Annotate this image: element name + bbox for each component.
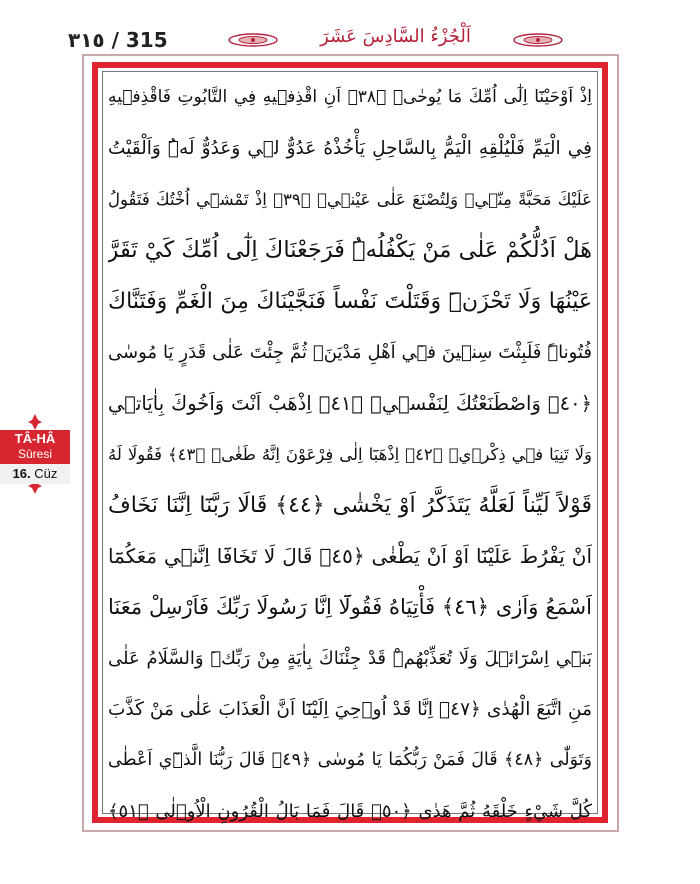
tab-top-ornament-icon — [28, 414, 42, 430]
text-line: مَنِ اتَّبَعَ الْهُدٰى ﴿٤٧﴾ اِنَّا قَدْ اُو۫حِيَ اِلَيْنَٓا اَنَّ الْعَذَابَ عَلٰى مَنْ كَذَّبَ — [108, 699, 592, 720]
text-line: ﴿٤٠﴾ وَاصْطَنَعْتُكَ لِنَفْس۪يۚ ﴿٤١﴾ اِذْهَبْ اَنْتَ وَاَخُوكَ بِاٰيَات۪ي — [108, 392, 592, 415]
text-line: فِي الْيَمِّ فَلْيُلْقِهِ الْيَمُّ بِالسَّاحِلِ يَأْخُذْهُ عَدُوٌّ ل۪ي وَعَدُوٌّ لَهُۜ وَاَلْقَيْتُ — [108, 138, 592, 159]
page-number-arabic: ٣١٥ — [68, 28, 105, 52]
text-line: وَلَا تَنِيَا ف۪ي ذِكْر۪يۚ ﴿٤٢﴾ اِذْهَبَٓا اِلٰى فِرْعَوْنَ اِنَّهُ طَغٰىۚ ﴿٤٣﴾ فَقُولَا لَهُ — [108, 445, 592, 464]
text-line: وَتَوَلّٰى ﴿٤٨﴾ قَالَ فَمَنْ رَبُّكُمَا يَا مُوسٰى ﴿٤٩﴾ قَالَ رَبُّنَا الَّذ۪ٓي اَعْطٰى — [108, 750, 592, 770]
page-number: ٣١٥ / 315 — [68, 28, 168, 52]
sura-label: Sûresi — [17, 447, 52, 461]
text-line: اَنْ يَفْرُطَ عَلَيْنَٓا اَوْ اَنْ يَطْغٰى ﴿٤٥﴾ قَالَ لَا تَخَافَٓا اِنَّن۪ي مَعَكُمَٓا — [108, 544, 592, 568]
juz-title: اَلْجُزْءُ السَّادِسَ عَشَرَ — [320, 26, 471, 47]
quran-text — [108, 72, 592, 837]
text-line: فُتُوناًۜ فَلَبِثْتَ سِن۪ينَ ف۪ٓي اَهْلِ مَدْيَنَۙ ثُمَّ جِئْتَ عَلٰى قَدَرٍ يَا مُوسٰى — [108, 342, 592, 363]
header-ornament-right-icon — [513, 32, 563, 48]
page-number-latin: 315 — [125, 28, 168, 52]
sura-tab — [0, 430, 70, 486]
tab-bottom-ornament-icon — [28, 484, 42, 494]
juz-text: Cüz — [34, 466, 58, 481]
juz-number: 16. — [12, 466, 31, 481]
text-line: اَسْمَعُ وَاَرٰى ﴿٤٦﴾ فَأْتِيَاهُ فَقُولَٓا اِنَّا رَسُولَا رَبِّكَ فَاَرْسِلْ مَعَنَا — [108, 595, 592, 619]
text-line: بَن۪ٓي اِسْرَٓائ۪لَ وَلَا تُعَذِّبْهُمْۜ قَدْ جِئْنَاكَ بِاٰيَةٍ مِنْ رَبِّكَۜ وَالسَّلَامُ عَلٰى — [108, 648, 592, 669]
text-line: عَلَيْكَ مَحَبَّةً مِنّ۪يۚ وَلِتُصْنَعَ عَلٰى عَيْن۪يۢ ﴿٣٩﴾ اِذْ تَمْش۪ٓي اُخْتُكَ فَتَقُولُ — [108, 190, 592, 209]
text-line: هَلْ اَدُلُّكُمْ عَلٰى مَنْ يَكْفُلُهُۜ فَرَجَعْنَاكَ اِلٰٓى اُمِّكَ كَيْ تَقَرَّ — [108, 237, 592, 263]
juz-label — [0, 464, 70, 484]
text-line: اِذْ اَوْحَيْنَٓا اِلٰٓى اُمِّكَ مَا يُوحٰىۙ ﴿٣٨﴾ اَنِ اقْذِف۪يهِ فِي التَّابُوتِ فَاقْذِف۪يهِ — [108, 87, 592, 107]
text-line: عَيْنُهَا وَلَا تَحْزَنَۜ وَقَتَلْتَ نَفْساً فَنَجَّيْنَاكَ مِنَ الْغَمِّ وَفَتَنَّاكَ — [108, 289, 592, 314]
sura-tab-header — [0, 430, 70, 464]
header-ornament-left-icon — [228, 32, 278, 48]
text-line: كُلَّ شَيْءٍ خَلْقَهُ ثُمَّ هَدٰى ﴿٥٠﴾ قَالَ فَمَا بَالُ الْقُرُونِ الْاُو۫لٰى ﴿٥١﴾ — [108, 801, 592, 822]
text-line: قَوْلاً لَيِّناً لَعَلَّهُ يَتَذَكَّرُ اَوْ يَخْشٰى ﴿٤٤﴾ قَالَا رَبَّنَٓا اِنَّنَا نَخَافُ — [108, 493, 592, 518]
sura-name: TÂ-HÂ — [14, 431, 56, 446]
